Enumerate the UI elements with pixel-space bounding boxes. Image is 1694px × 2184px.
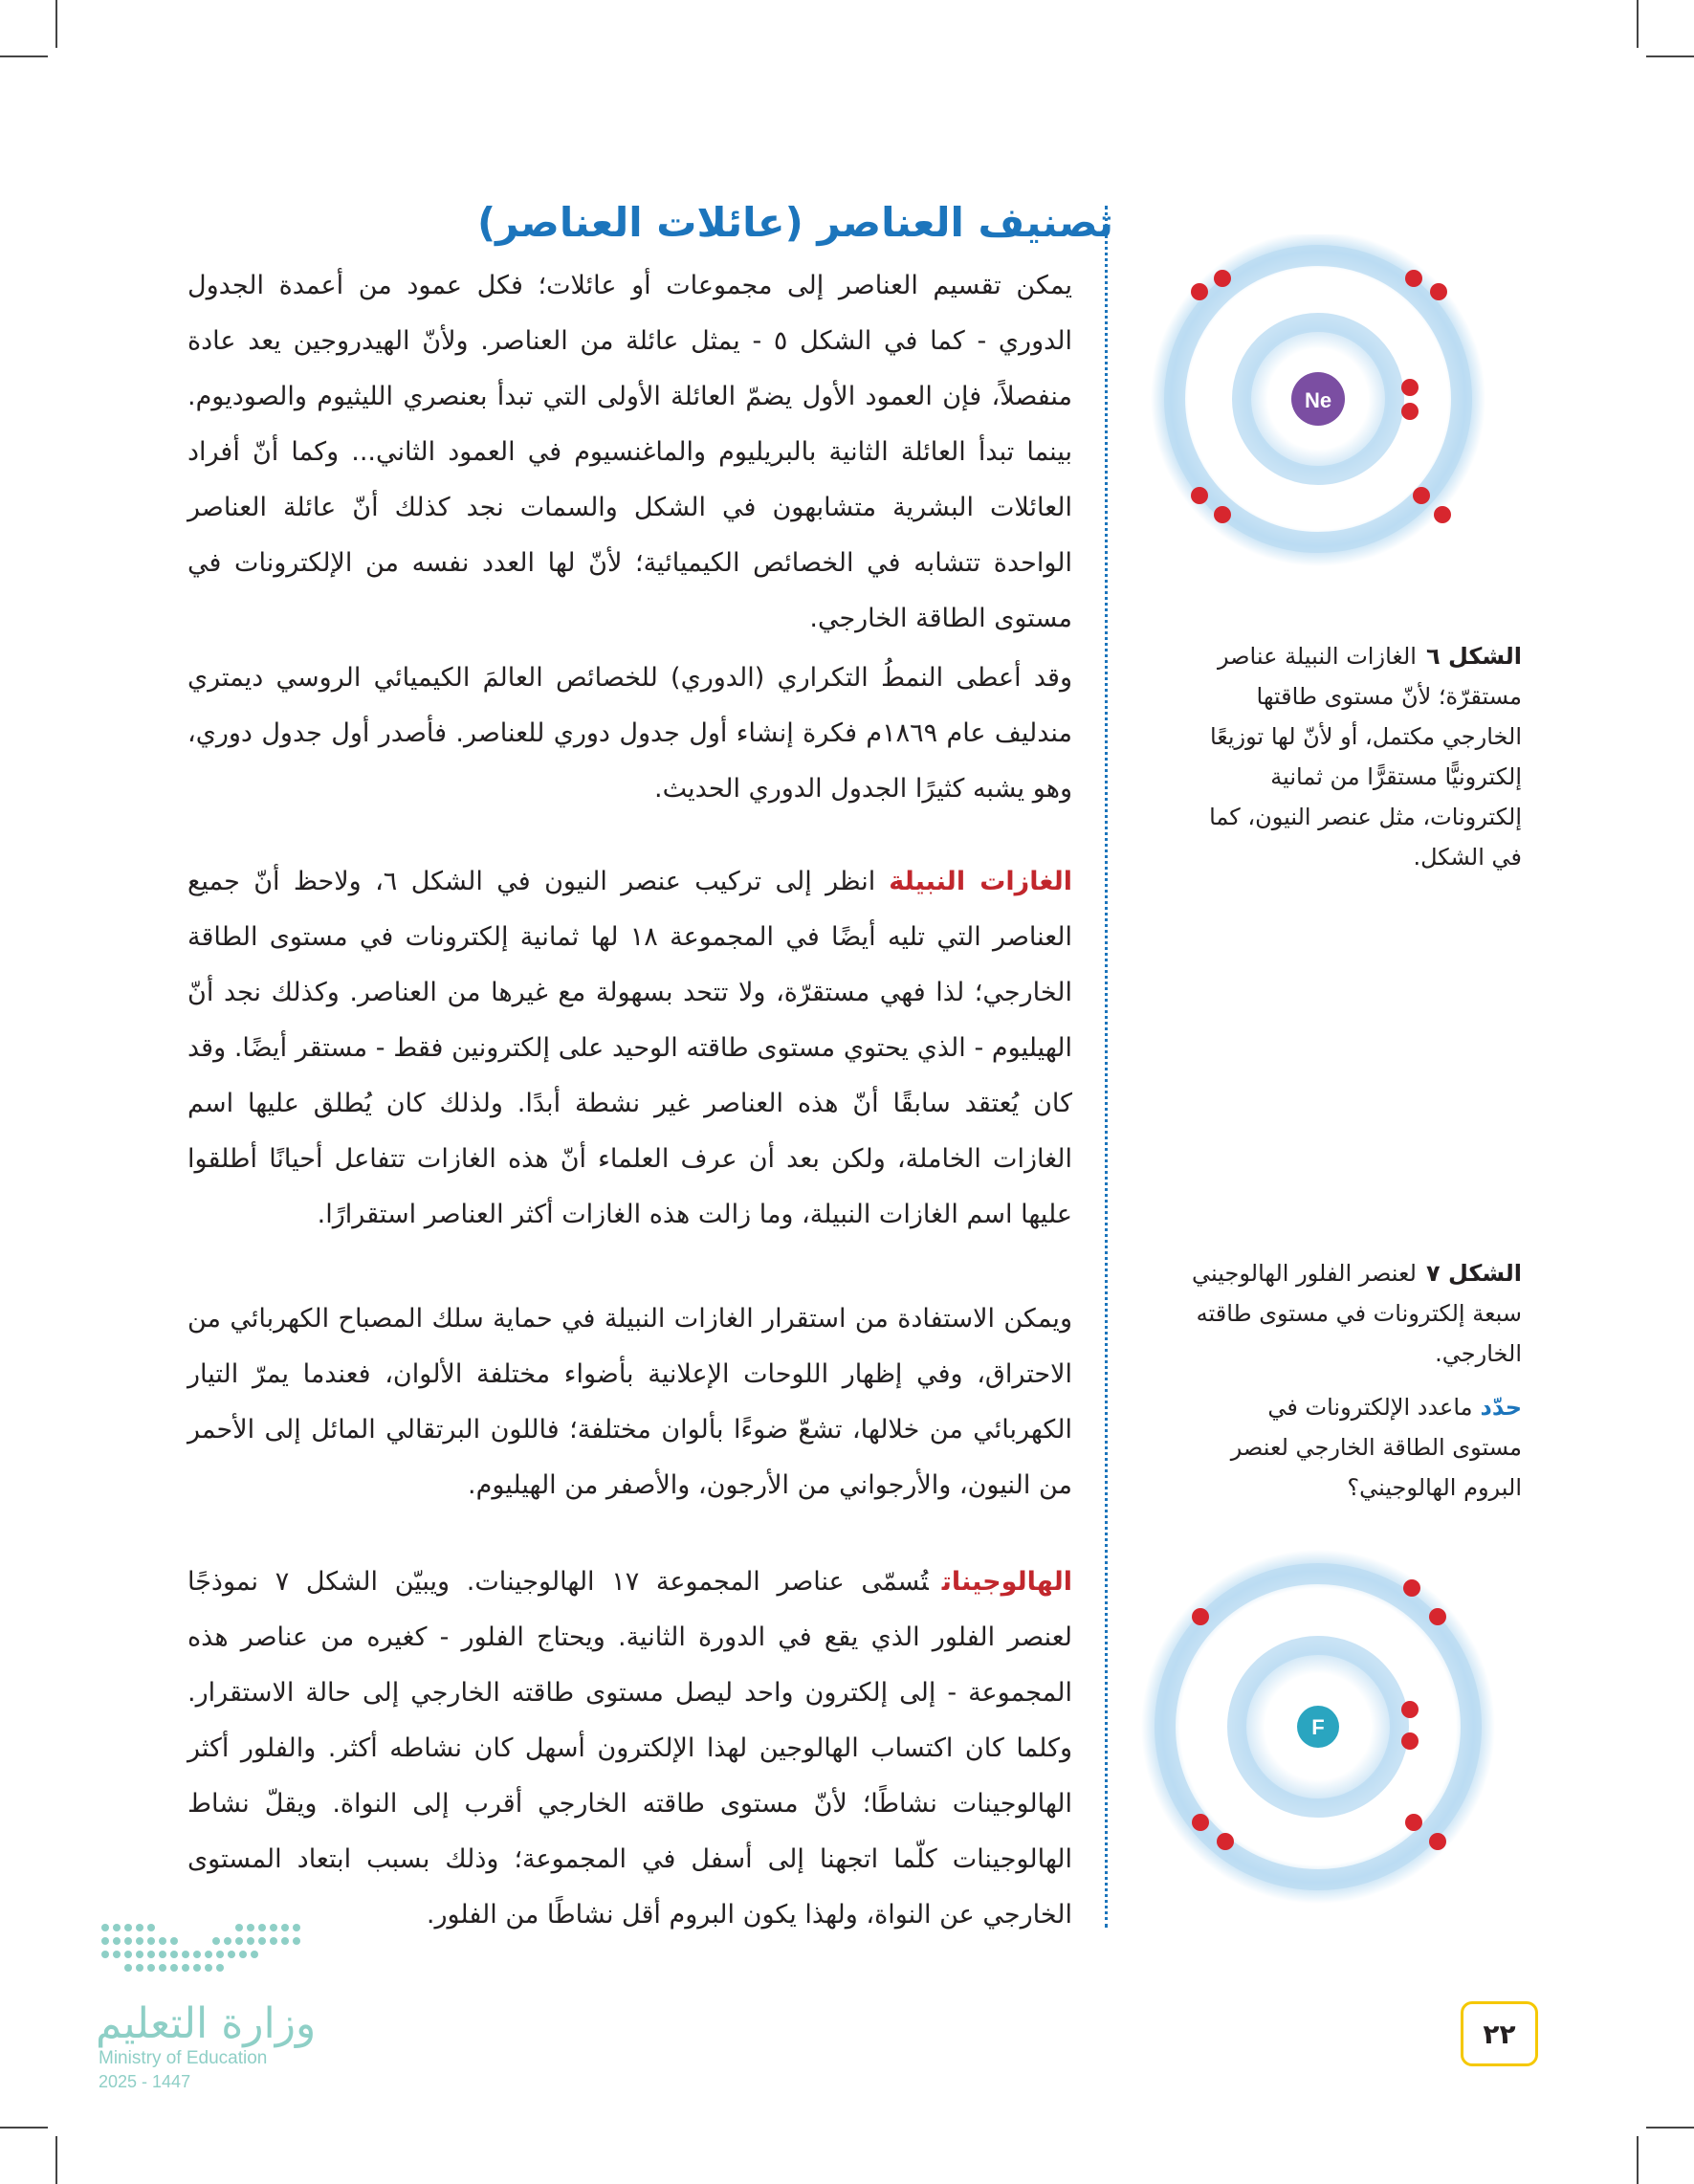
- electron: [1191, 487, 1208, 504]
- nucleus-symbol: Ne: [1304, 388, 1332, 412]
- ministry-name-arabic: وزارة التعليم: [96, 1999, 317, 2048]
- electron: [1191, 283, 1208, 300]
- electron: [1214, 270, 1231, 287]
- crop-mark: [0, 2127, 48, 2129]
- figure-7-question: [1206, 1387, 1522, 1508]
- electron: [1405, 1814, 1422, 1831]
- paragraph-families: يمكن تقسيم العناصر إلى مجموعات أو عائلات؛ فكل عمود من أعمدة الجدول الدوري - كما في الشكل ٥ - يمثل عائلة من العناصر. ولأنّ الهيدروجين يعد عادة منفصلاً، فإن العمود الأول يضمّ العائلة الأولى التي تبدأ بعنصري الليثيوم والصوديوم. بينما تبدأ العائلة الثانية بالبريليوم والماغنسيوم في العمود الثاني... وكما أنّ أفراد العائلات البشرية متشابهون في الشكل والسمات نجد كذلك أنّ عائلة العناصر الواحدة تتشابه في الخصائص الكيميائية؛ لأنّ لها العدد نفسه من الإلكترونات في مستوى الطاقة الخارجي.: [187, 271, 1073, 633]
- electron: [1430, 283, 1447, 300]
- electron: [1401, 1732, 1419, 1750]
- fluorine-atom-diagram: [1127, 1535, 1509, 1918]
- crop-mark: [55, 2136, 57, 2184]
- paragraph-halogens: [187, 1555, 1072, 1943]
- ministry-logo-dots: [96, 1918, 316, 1975]
- electron: [1192, 1608, 1209, 1625]
- crop-mark: [0, 55, 48, 57]
- electron: [1429, 1608, 1446, 1625]
- figure-7-label: الشكل ٧: [1425, 1260, 1522, 1287]
- electron: [1429, 1833, 1446, 1850]
- figure-7-question-text: ماعدد الإلكترونات في مستوى الطاقة الخارجي لعنصر البروم الهالوجيني؟: [1230, 1394, 1522, 1501]
- figure-6-label: الشكل ٦: [1425, 643, 1522, 670]
- crop-mark: [1646, 55, 1694, 57]
- electron: [1401, 379, 1419, 396]
- electron: [1192, 1814, 1209, 1831]
- halogens-heading: الهالوجينات: [941, 1567, 1072, 1597]
- figure-7-hint: حدّد: [1480, 1394, 1522, 1421]
- electron: [1217, 1833, 1234, 1850]
- paragraph-noble-gases: [187, 854, 1072, 1243]
- figure-6-text: الغازات النبيلة عناصر مستقرّة؛ لأنّ مستوى طاقتها الخارجي مكتمل، أو لأنّ لها توزيعًا إلكترونيًّا مستقرًّا من ثمانية إلكترونات، مثل عنصر النيون، كما في الشكل.: [1209, 643, 1522, 871]
- crop-mark: [1646, 2127, 1694, 2129]
- ministry-name-english: Ministry of Education: [99, 2048, 268, 2068]
- column-divider: [1105, 206, 1108, 1928]
- page-number: ٢٢: [1461, 2001, 1538, 2066]
- paragraph-mendeleev: وقد أعطى النمطُ التكراري (الدوري) للخصائص العالمَ الكيميائي الروسي ديمتري مندليف عام ١٨٦٩م فكرة إنشاء أول جدول دوري للعناصر. فأصدر أول جدول دوري، وهو يشبه كثيرًا الجدول الدوري الحديث.: [187, 663, 1073, 804]
- electron: [1434, 506, 1451, 523]
- figure-7-text: لعنصر الفلور الهالوجيني سبعة إلكترونات في مستوى طاقته الخارجي.: [1192, 1260, 1522, 1367]
- crop-mark: [55, 0, 57, 48]
- figure-7-caption: [1192, 1253, 1522, 1374]
- electron: [1405, 270, 1422, 287]
- electron: [1403, 1579, 1420, 1597]
- crop-mark: [1637, 2136, 1639, 2184]
- ministry-year: 2025 - 1447: [99, 2072, 191, 2091]
- section-title: تصنيف العناصر (عائلات العناصر): [476, 199, 1113, 246]
- electron: [1401, 403, 1419, 420]
- noble-gases-heading: الغازات النبيلة: [889, 867, 1072, 896]
- noble-gases-text: انظر إلى تركيب عنصر النيون في الشكل ٦، ولاحظ أنّ جميع العناصر التي تليه أيضًا في المجموعة ١٨ لها ثمانية إلكترونات في مستوى الطاقة الخارجي؛ لذا فهي مستقرّة، ولا تتحد بسهولة مع غيرها من العناصر. وكذلك نجد أنّ الهيليوم - الذي يحتوي مستوى طاقته الوحيد على إلكترونين فقط - مستقر أيضًا. وقد كان يُعتقد سابقًا أنّ هذه العناصر غير نشطة أبدًا. ولذلك كان يُطلق عليها اسم الغازات الخاملة، ولكن بعد أن عرف العلماء أنّ هذه الغازات تتفاعل أحيانًا أطلقوا عليها اسم الغازات النبيلة، وما زالت هذه الغازات أكثر العناصر استقرارًا.: [187, 867, 1073, 1229]
- nucleus-symbol: F: [1311, 1715, 1325, 1739]
- paragraph-noble-gas-uses: ويمكن الاستفادة من استقرار الغازات النبيلة في حماية سلك المصباح الكهربائي من الاحتراق، وفي إظهار اللوحات الإعلانية بأضواء مختلفة الألوان، فعندما يمرّ التيار الكهربائي من خلالها، تشعّ ضوءًا بألوان مختلفة؛ فاللون البرتقالي المائل إلى الأحمر من النيون، والأرجواني من الأرجون، والأصفر من الهيليوم.: [187, 1304, 1072, 1500]
- electron: [1214, 506, 1231, 523]
- halogens-text: تُسمّى عناصر المجموعة ١٧ الهالوجينات. ويبيّن الشكل ٧ نموذجًا لعنصر الفلور الذي يقع في الدورة الثانية. ويحتاج الفلور - كغيره من عناصر هذه المجموعة - إلى إلكترون واحد ليصل مستوى طاقته الخارجي إلى حالة الاستقرار. وكلما كان اكتساب الهالوجين لهذا الإلكترون أسهل كان نشاطه أكثر. والفلور أكثر الهالوجينات نشاطًا؛ لأنّ مستوى طاقته الخارجي أقرب إلى النواة. ويقلّ نشاط الهالوجينات كلّما اتجهنا إلى أسفل في المجموعة؛ وذلك بسبب ابتعاد المستوى الخارجي عن النواة، ولهذا يكون البروم أقل نشاطًا من الفلور.: [187, 1567, 1072, 1930]
- figure-6-caption: [1192, 636, 1522, 877]
- neon-atom-diagram: [1127, 234, 1509, 598]
- electron: [1401, 1701, 1419, 1718]
- electron: [1413, 487, 1430, 504]
- crop-mark: [1637, 0, 1639, 48]
